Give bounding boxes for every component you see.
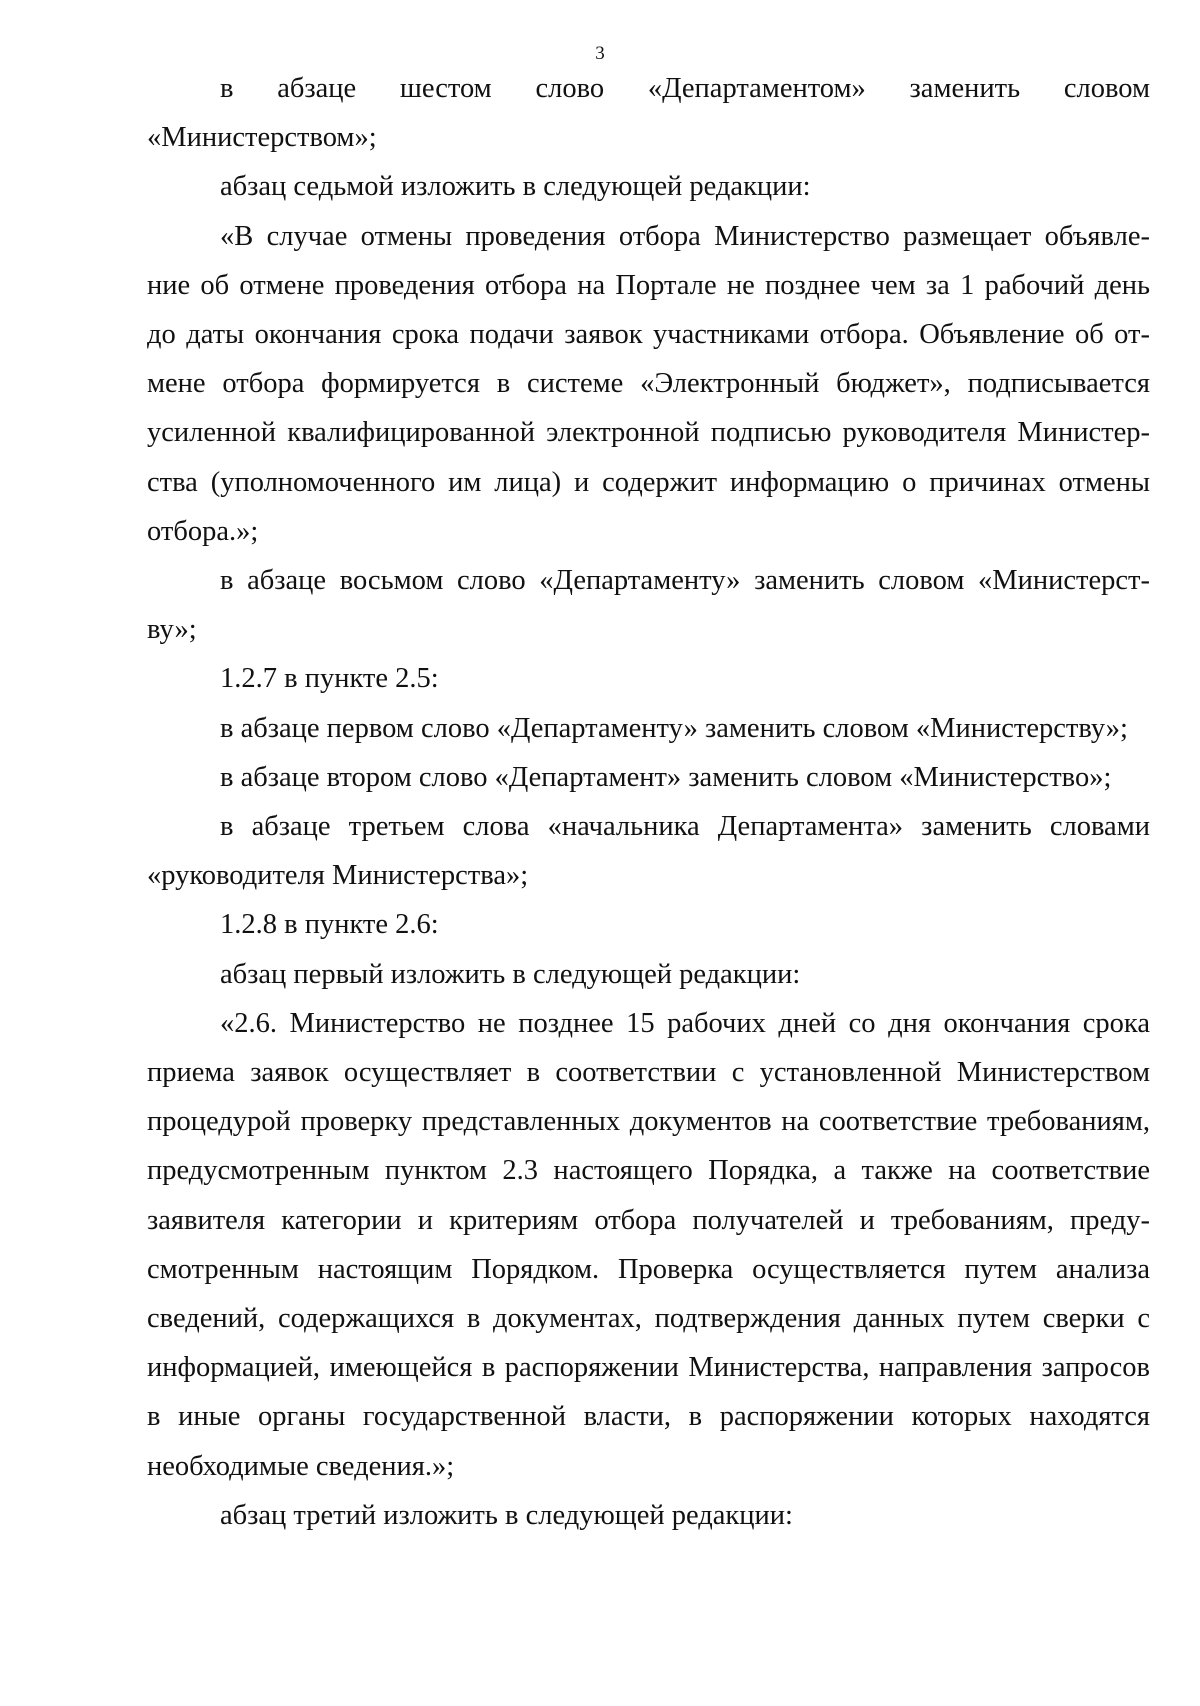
text-line: абзац первый изложить в следующей редакции:: [220, 958, 801, 990]
text-line: ву»;: [147, 614, 197, 646]
page-number: 3: [595, 43, 605, 64]
text-line: «руководителя Министерства»;: [147, 860, 529, 892]
text-line: мене отбора формируется в системе «Электронный бюджет», подписывается: [147, 368, 1150, 400]
text-line: в абзаце первом слово «Департаменту» заменить словом «Министерству»;: [220, 712, 1128, 744]
text-line: в абзаце втором слово «Департамент» заменить словом «Министерство»;: [220, 761, 1112, 793]
text-line: «В случае отмены проведения отбора Министерство размещает объявле-: [220, 220, 1150, 252]
text-line: отбора.»;: [147, 515, 259, 547]
text-line: сведений, содержащихся в документах, подтверждения данных путем сверки с: [147, 1303, 1150, 1335]
text-line: информацией, имеющейся в распоряжении Министерства, направления запросов: [147, 1352, 1150, 1384]
text-line: в абзаце шестом слово «Департаментом» заменить словом: [220, 73, 1150, 104]
text-line: «Министерством»;: [147, 122, 377, 154]
document-body: [147, 64, 1150, 1540]
text-line: процедурой проверку представленных документов на соответствие требованиям,: [147, 1106, 1150, 1138]
text-line: необходимые сведения.»;: [147, 1450, 455, 1482]
text-line: в абзаце восьмом слово «Департаменту» заменить словом «Министерст-: [220, 565, 1150, 597]
text-line: в абзаце третьем слова «начальника Департамента» заменить словами: [220, 811, 1150, 843]
text-line: заявителя категории и критериям отбора получателей и требованиям, преду-: [147, 1204, 1150, 1236]
text-line: абзац третий изложить в следующей редакции:: [220, 1499, 793, 1531]
text-line: 1.2.8 в пункте 2.6:: [220, 909, 439, 941]
text-line: «2.6. Министерство не позднее 15 рабочих дней со дня окончания срока: [220, 1007, 1150, 1039]
text-line: в иные органы государственной власти, в распоряжении которых находятся: [147, 1401, 1150, 1433]
text-line: ние об отмене проведения отбора на Портале не позднее чем за 1 рабочий день: [147, 269, 1150, 301]
text-line: приема заявок осуществляет в соответствии с установленной Министерством: [147, 1057, 1150, 1089]
text-line: предусмотренным пунктом 2.3 настоящего Порядка, а также на соответствие: [147, 1155, 1150, 1187]
text-line: ства (уполномоченного им лица) и содержит информацию о причинах отмены: [147, 466, 1150, 498]
text-line: 1.2.7 в пункте 2.5:: [220, 663, 439, 695]
text-line: усиленной квалифицированной электронной подписью руководителя Министер-: [147, 417, 1150, 449]
text-line: абзац седьмой изложить в следующей редакции:: [220, 171, 811, 203]
text-line: смотренным настоящим Порядком. Проверка осуществляется путем анализа: [147, 1253, 1150, 1285]
text-line: до даты окончания срока подачи заявок участниками отбора. Объявление об от-: [147, 319, 1150, 351]
